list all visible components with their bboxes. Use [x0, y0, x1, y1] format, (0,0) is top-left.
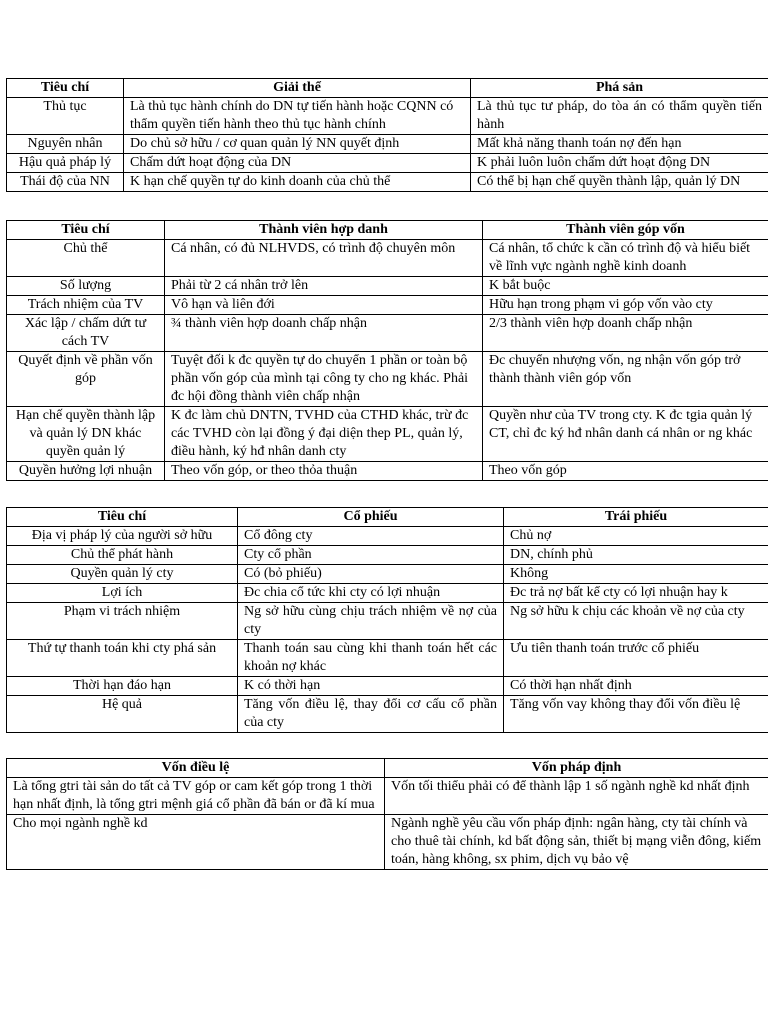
table-cell: Theo vốn góp, or theo thỏa thuận	[165, 462, 483, 481]
table-cell: Phải từ 2 cá nhân trở lên	[165, 277, 483, 296]
criterion-cell: Xác lập / chấm dứt tư cách TV	[7, 315, 165, 352]
table-cell: Đc chuyển nhượng vốn, ng nhận vốn góp trở thành thành viên góp vốn	[483, 352, 768, 407]
column-header: Tiêu chí	[7, 79, 124, 98]
table-cell: Ng sở hữu cùng chịu trách nhiệm về nợ của cty	[238, 603, 504, 640]
column-header: Vốn điều lệ	[7, 759, 385, 778]
criterion-cell: Hệ quả	[7, 696, 238, 733]
table-stocks-vs-bonds	[6, 507, 768, 733]
table-row	[7, 462, 768, 481]
table-header-row	[7, 508, 768, 527]
table-cell: ¾ thành viên hợp doanh chấp nhận	[165, 315, 483, 352]
table-charter-vs-legal-capital	[6, 758, 768, 870]
table-row	[7, 546, 768, 565]
table-row	[7, 778, 768, 815]
table-cell: Ng sở hữu k chịu các khoản về nợ của cty	[504, 603, 768, 640]
table-row	[7, 603, 768, 640]
table-row	[7, 296, 768, 315]
column-header: Tiêu chí	[7, 508, 238, 527]
table-cell: Đc chia cổ tức khi cty có lợi nhuận	[238, 584, 504, 603]
criterion-cell: Hậu quả pháp lý	[7, 154, 124, 173]
table-cell: Tăng vốn điều lệ, thay đổi cơ cấu cổ phần của cty	[238, 696, 504, 733]
table-row	[7, 173, 768, 192]
table-cell: Cty cổ phần	[238, 546, 504, 565]
table-cell: Do chủ sở hữu / cơ quan quản lý NN quyết định	[124, 135, 471, 154]
table-cell: K đc làm chủ DNTN, TVHD của CTHD khác, trừ đc các TVHD còn lại đồng ý đại diện thep PL, quản lý, điều hành, ký hđ nhân danh cty	[165, 407, 483, 462]
table-row	[7, 565, 768, 584]
table-cell: Có thời hạn nhất định	[504, 677, 768, 696]
table-header-row	[7, 221, 768, 240]
table-row	[7, 154, 768, 173]
table-cell: Vốn tối thiểu phải có để thành lập 1 số ngành nghề kd nhất định	[385, 778, 768, 815]
criterion-cell: Hạn chế quyền thành lập và quản lý DN khác quyền quản lý	[7, 407, 165, 462]
table-cell: Không	[504, 565, 768, 584]
table-cell: 2/3 thành viên hợp doanh chấp nhận	[483, 315, 768, 352]
criterion-cell: Phạm vi trách nhiệm	[7, 603, 238, 640]
table-dissolution-vs-bankruptcy	[6, 78, 768, 192]
table-cell: Vô hạn và liên đới	[165, 296, 483, 315]
table-row	[7, 527, 768, 546]
column-header: Trái phiếu	[504, 508, 768, 527]
table-row	[7, 677, 768, 696]
table-cell: Tăng vốn vay không thay đổi vốn điều lệ	[504, 696, 768, 733]
table-cell: K phải luôn luôn chấm dứt hoạt động DN	[471, 154, 768, 173]
table-cell: Tuyệt đối k đc quyền tự do chuyển 1 phần or toàn bộ phần vốn góp của mình tại công ty cho ng khác. Phải đc hội đồng thành viên chấp nhận	[165, 352, 483, 407]
column-header: Giải thể	[124, 79, 471, 98]
table-cell: Chấm dứt hoạt động của DN	[124, 154, 471, 173]
table-row	[7, 315, 768, 352]
table-cell: Quyền như của TV trong cty. K đc tgia quản lý CT, chỉ đc ký hđ nhân danh cá nhân or ng khác	[483, 407, 768, 462]
table-cell: Chủ nợ	[504, 527, 768, 546]
table-row	[7, 815, 768, 870]
table-row	[7, 135, 768, 154]
criterion-cell: Thời hạn đáo hạn	[7, 677, 238, 696]
table-cell: Mất khả năng thanh toán nợ đến hạn	[471, 135, 768, 154]
criterion-cell: Chủ thể phát hành	[7, 546, 238, 565]
table-row	[7, 696, 768, 733]
criterion-cell: Thái độ của NN	[7, 173, 124, 192]
criterion-cell: Địa vị pháp lý của người sở hữu	[7, 527, 238, 546]
table-cell: K hạn chế quyền tự do kinh doanh của chủ thể	[124, 173, 471, 192]
table-cell: Ưu tiên thanh toán trước cổ phiếu	[504, 640, 768, 677]
table-cell: Là tổng gtri tài sản do tất cả TV góp or cam kết góp trong 1 thời hạn nhất định, là tổng gtri mệnh giá cổ phần đã bán or đã kí mua	[7, 778, 385, 815]
column-header: Thành viên góp vốn	[483, 221, 768, 240]
table-cell: Cổ đông cty	[238, 527, 504, 546]
column-header: Phá sản	[471, 79, 768, 98]
table-cell: Có thể bị hạn chế quyền thành lập, quản lý DN	[471, 173, 768, 192]
criterion-cell: Quyền hưởng lợi nhuận	[7, 462, 165, 481]
table-partner-types	[6, 220, 768, 481]
criterion-cell: Chủ thể	[7, 240, 165, 277]
column-header: Thành viên hợp danh	[165, 221, 483, 240]
table-row	[7, 584, 768, 603]
table-row	[7, 352, 768, 407]
table-row	[7, 640, 768, 677]
table-cell: Theo vốn góp	[483, 462, 768, 481]
table-cell: Cho mọi ngành nghề kd	[7, 815, 385, 870]
table-cell: Là thủ tục tư pháp, do tòa án có thẩm quyền tiến hành	[471, 98, 768, 135]
table-cell: Đc trả nợ bất kể cty có lợi nhuận hay k	[504, 584, 768, 603]
criterion-cell: Nguyên nhân	[7, 135, 124, 154]
criterion-cell: Quyết định về phần vốn góp	[7, 352, 165, 407]
criterion-cell: Thủ tục	[7, 98, 124, 135]
criterion-cell: Lợi ích	[7, 584, 238, 603]
table-cell: Hữu hạn trong phạm vi góp vốn vào cty	[483, 296, 768, 315]
table-cell: DN, chính phủ	[504, 546, 768, 565]
table-cell: Là thủ tục hành chính do DN tự tiến hành hoặc CQNN có thẩm quyền tiến hành theo thủ tục hành chính	[124, 98, 471, 135]
table-cell: Ngành nghề yêu cầu vốn pháp định: ngân hàng, cty tài chính và cho thuê tài chính, kd bất động sản, thiết bị mạng viễn đông, kiếm toán, hàng không, sx phim, dịch vụ bảo vệ	[385, 815, 768, 870]
table-cell: Cá nhân, có đủ NLHVDS, có trình độ chuyên môn	[165, 240, 483, 277]
criterion-cell: Quyền quản lý cty	[7, 565, 238, 584]
table-header-row	[7, 79, 768, 98]
column-header: Tiêu chí	[7, 221, 165, 240]
criterion-cell: Số lượng	[7, 277, 165, 296]
table-row	[7, 407, 768, 462]
table-row	[7, 240, 768, 277]
table-row	[7, 98, 768, 135]
criterion-cell: Trách nhiệm của TV	[7, 296, 165, 315]
table-header-row	[7, 759, 768, 778]
column-header: Cổ phiếu	[238, 508, 504, 527]
criterion-cell: Thứ tự thanh toán khi cty phá sản	[7, 640, 238, 677]
table-row	[7, 277, 768, 296]
table-cell: Có (bỏ phiếu)	[238, 565, 504, 584]
table-cell: K bắt buộc	[483, 277, 768, 296]
table-cell: Cá nhân, tổ chức k cần có trình độ và hiểu biết về lĩnh vực ngành nghề kinh doanh	[483, 240, 768, 277]
table-cell: K có thời hạn	[238, 677, 504, 696]
table-cell: Thanh toán sau cùng khi thanh toán hết các khoản nợ khác	[238, 640, 504, 677]
column-header: Vốn pháp định	[385, 759, 768, 778]
